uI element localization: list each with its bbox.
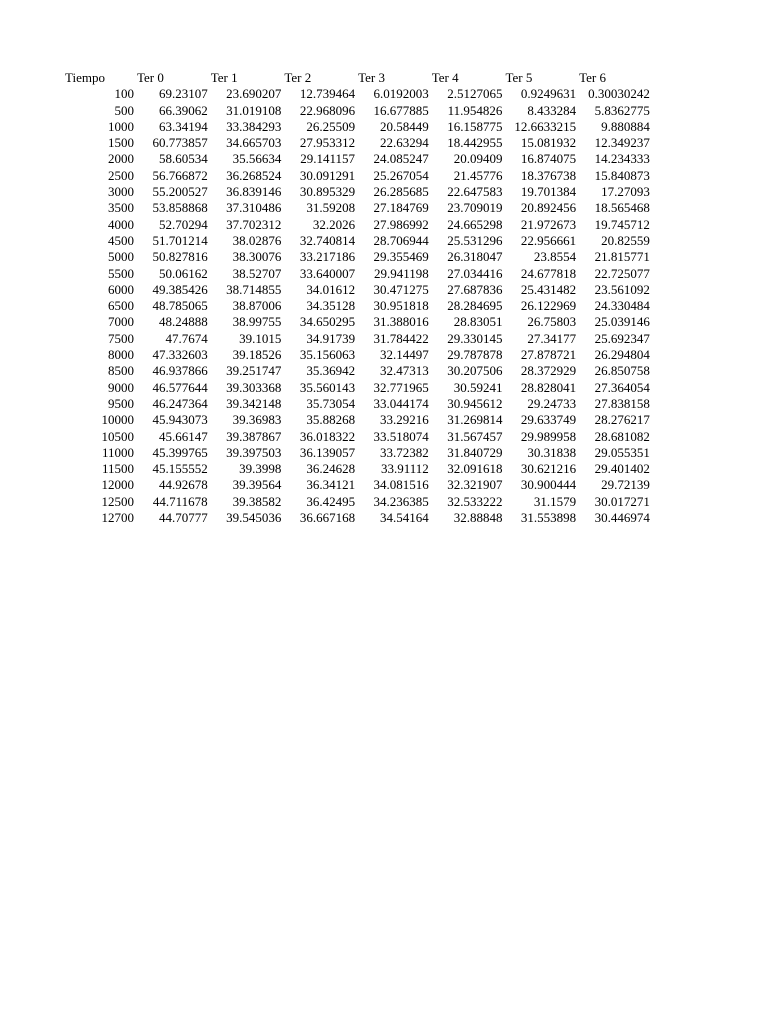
ter-3-cell: 22.63294 bbox=[380, 135, 429, 151]
ter-6-cell: 12.349237 bbox=[594, 135, 650, 151]
ter-4-cell: 16.158775 bbox=[447, 118, 503, 134]
column-header-ter-4: Ter 4 bbox=[431, 70, 459, 85]
table-row bbox=[60, 249, 653, 265]
ter-1-cell: 38.87006 bbox=[232, 298, 282, 314]
ter-5-cell: 16.874075 bbox=[520, 151, 577, 167]
ter-1-cell: 39.545036 bbox=[226, 510, 282, 526]
table-row bbox=[60, 347, 653, 363]
ter-0-cell: 45.399765 bbox=[152, 444, 208, 460]
ter-2-cell: 32.740814 bbox=[299, 232, 356, 248]
ter-6-cell: 27.364054 bbox=[594, 379, 650, 395]
ter-6-cell: 0.30030242 bbox=[588, 86, 650, 102]
tiempo-cell: 7000 bbox=[108, 314, 134, 330]
ter-0-cell: 46.577644 bbox=[152, 379, 208, 395]
ter-0-cell: 52.70294 bbox=[158, 216, 208, 232]
tiempo-cell: 4500 bbox=[108, 232, 134, 248]
ter-3-cell: 34.54164 bbox=[380, 510, 429, 526]
ter-4-cell: 30.59241 bbox=[453, 379, 503, 395]
table-row bbox=[60, 510, 653, 526]
ter-0-cell: 53.858868 bbox=[152, 200, 208, 216]
table-row bbox=[60, 461, 653, 477]
ter-0-cell: 49.385426 bbox=[152, 281, 208, 297]
ter-4-cell: 23.709019 bbox=[447, 200, 503, 216]
ter-2-cell: 26.25509 bbox=[306, 118, 356, 134]
ter-0-cell: 44.711678 bbox=[152, 493, 208, 509]
tiempo-cell: 12500 bbox=[101, 493, 134, 509]
ter-6-cell: 15.840873 bbox=[594, 167, 650, 183]
column-header-ter-5: Ter 5 bbox=[505, 70, 533, 85]
ter-1-cell: 37.310486 bbox=[226, 200, 282, 216]
ter-6-cell: 30.017271 bbox=[594, 493, 650, 509]
ter-5-cell: 25.431482 bbox=[520, 281, 577, 297]
ter-1-cell: 39.36983 bbox=[232, 412, 282, 428]
table-row bbox=[60, 282, 653, 298]
ter-3-cell: 24.085247 bbox=[373, 151, 429, 167]
ter-0-cell: 58.60534 bbox=[158, 151, 208, 167]
tiempo-cell: 5500 bbox=[108, 265, 134, 281]
ter-6-cell: 26.294804 bbox=[594, 347, 650, 363]
ter-2-cell: 36.42495 bbox=[306, 493, 356, 509]
tiempo-cell: 500 bbox=[114, 102, 134, 118]
ter-1-cell: 36.268524 bbox=[226, 167, 282, 183]
ter-5-cell: 24.677818 bbox=[520, 265, 577, 281]
ter-2-cell: 12.739464 bbox=[299, 86, 356, 102]
ter-3-cell: 27.184769 bbox=[373, 200, 429, 216]
ter-2-cell: 34.01612 bbox=[306, 281, 356, 297]
ter-3-cell: 25.267054 bbox=[373, 167, 429, 183]
ter-2-cell: 27.953312 bbox=[299, 135, 356, 151]
ter-3-cell: 29.941198 bbox=[373, 265, 429, 281]
ter-1-cell: 39.1015 bbox=[239, 330, 282, 346]
tiempo-cell: 12700 bbox=[101, 510, 134, 526]
data-table bbox=[60, 70, 653, 526]
ter-4-cell: 25.531296 bbox=[447, 232, 503, 248]
tiempo-cell: 1000 bbox=[108, 118, 134, 134]
ter-0-cell: 47.7674 bbox=[165, 330, 208, 346]
ter-4-cell: 28.83051 bbox=[453, 314, 503, 330]
column-header-ter-3: Ter 3 bbox=[358, 70, 385, 85]
table-row bbox=[60, 396, 653, 412]
ter-1-cell: 38.30076 bbox=[232, 249, 282, 265]
ter-5-cell: 27.878721 bbox=[520, 347, 577, 363]
tiempo-cell: 12000 bbox=[101, 477, 134, 493]
ter-6-cell: 9.880884 bbox=[601, 118, 650, 134]
ter-4-cell: 30.207506 bbox=[447, 363, 503, 379]
tiempo-cell: 9500 bbox=[108, 395, 134, 411]
ter-1-cell: 39.18526 bbox=[232, 347, 282, 363]
ter-4-cell: 27.687836 bbox=[447, 281, 503, 297]
ter-3-cell: 30.951818 bbox=[373, 298, 429, 314]
ter-6-cell: 17.27093 bbox=[601, 184, 650, 200]
ter-4-cell: 21.45776 bbox=[453, 167, 503, 183]
ter-5-cell: 29.989958 bbox=[520, 428, 577, 444]
ter-2-cell: 35.36942 bbox=[306, 363, 356, 379]
ter-6-cell: 27.838158 bbox=[594, 395, 650, 411]
ter-2-cell: 33.217186 bbox=[299, 249, 356, 265]
header-row bbox=[60, 70, 653, 86]
ter-4-cell: 24.665298 bbox=[447, 216, 503, 232]
ter-5-cell: 29.24733 bbox=[527, 395, 577, 411]
tiempo-cell: 3000 bbox=[108, 184, 134, 200]
ter-5-cell: 0.9249631 bbox=[520, 86, 577, 102]
column-header-ter-1: Ter 1 bbox=[210, 70, 238, 85]
ter-3-cell: 20.58449 bbox=[380, 118, 429, 134]
ter-3-cell: 33.91112 bbox=[380, 461, 429, 477]
ter-0-cell: 63.34194 bbox=[158, 118, 208, 134]
ter-2-cell: 35.88268 bbox=[306, 412, 356, 428]
tiempo-cell: 2500 bbox=[108, 167, 134, 183]
ter-1-cell: 38.52707 bbox=[232, 265, 282, 281]
ter-6-cell: 23.561092 bbox=[594, 281, 650, 297]
ter-6-cell: 19.745712 bbox=[594, 216, 650, 232]
ter-5-cell: 23.8554 bbox=[533, 249, 577, 265]
tiempo-cell: 4000 bbox=[108, 216, 134, 232]
tiempo-cell: 2000 bbox=[108, 151, 134, 167]
ter-6-cell: 25.692347 bbox=[594, 330, 650, 346]
ter-1-cell: 31.019108 bbox=[226, 102, 282, 118]
ter-3-cell: 16.677885 bbox=[373, 102, 429, 118]
ter-6-cell: 29.72139 bbox=[601, 477, 650, 493]
ter-1-cell: 39.39564 bbox=[232, 477, 282, 493]
ter-2-cell: 35.560143 bbox=[299, 379, 356, 395]
tiempo-cell: 6000 bbox=[108, 281, 134, 297]
ter-4-cell: 27.034416 bbox=[447, 265, 503, 281]
table-row bbox=[60, 429, 653, 445]
ter-2-cell: 34.35128 bbox=[306, 298, 356, 314]
table-row bbox=[60, 445, 653, 461]
ter-2-cell: 34.650295 bbox=[299, 314, 356, 330]
ter-2-cell: 36.667168 bbox=[299, 510, 356, 526]
table-body bbox=[60, 86, 653, 526]
table-row bbox=[60, 184, 653, 200]
column-header-tiempo: Tiempo bbox=[65, 70, 105, 85]
ter-3-cell: 34.236385 bbox=[373, 493, 429, 509]
ter-4-cell: 11.954826 bbox=[447, 102, 503, 118]
ter-2-cell: 36.139057 bbox=[299, 444, 356, 460]
ter-5-cell: 26.75803 bbox=[527, 314, 577, 330]
ter-5-cell: 27.34177 bbox=[527, 330, 577, 346]
ter-3-cell: 34.081516 bbox=[373, 477, 429, 493]
ter-2-cell: 30.895329 bbox=[299, 184, 356, 200]
tiempo-cell: 11500 bbox=[101, 461, 134, 477]
tiempo-cell: 7500 bbox=[108, 330, 134, 346]
ter-5-cell: 19.701384 bbox=[520, 184, 577, 200]
ter-2-cell: 36.34121 bbox=[306, 477, 356, 493]
ter-0-cell: 45.943073 bbox=[152, 412, 208, 428]
ter-0-cell: 45.66147 bbox=[158, 428, 208, 444]
ter-6-cell: 28.276217 bbox=[594, 412, 650, 428]
ter-2-cell: 33.640007 bbox=[299, 265, 356, 281]
ter-0-cell: 48.785065 bbox=[152, 298, 208, 314]
ter-2-cell: 31.59208 bbox=[306, 200, 356, 216]
ter-5-cell: 20.892456 bbox=[520, 200, 577, 216]
ter-5-cell: 30.900444 bbox=[520, 477, 577, 493]
table-row bbox=[60, 103, 653, 119]
ter-4-cell: 32.88848 bbox=[453, 510, 503, 526]
ter-0-cell: 60.773857 bbox=[152, 135, 208, 151]
ter-1-cell: 39.303368 bbox=[226, 379, 282, 395]
ter-5-cell: 28.828041 bbox=[520, 379, 577, 395]
ter-4-cell: 32.321907 bbox=[447, 477, 503, 493]
table-row bbox=[60, 151, 653, 167]
ter-5-cell: 30.31838 bbox=[527, 444, 577, 460]
tiempo-cell: 100 bbox=[114, 86, 134, 102]
ter-2-cell: 30.091291 bbox=[299, 167, 356, 183]
ter-6-cell: 28.681082 bbox=[594, 428, 650, 444]
ter-5-cell: 22.956661 bbox=[520, 232, 577, 248]
ter-1-cell: 39.387867 bbox=[226, 428, 282, 444]
ter-0-cell: 55.200527 bbox=[152, 184, 208, 200]
ter-1-cell: 37.702312 bbox=[226, 216, 282, 232]
ter-2-cell: 35.73054 bbox=[306, 395, 356, 411]
ter-6-cell: 21.815771 bbox=[594, 249, 650, 265]
ter-5-cell: 29.633749 bbox=[520, 412, 577, 428]
ter-1-cell: 33.384293 bbox=[226, 118, 282, 134]
ter-2-cell: 29.141157 bbox=[300, 151, 356, 167]
tiempo-cell: 5000 bbox=[108, 249, 134, 265]
ter-3-cell: 31.784422 bbox=[373, 330, 429, 346]
tiempo-cell: 6500 bbox=[108, 298, 134, 314]
ter-5-cell: 18.376738 bbox=[520, 167, 577, 183]
ter-2-cell: 35.156063 bbox=[299, 347, 356, 363]
ter-3-cell: 32.14497 bbox=[380, 347, 429, 363]
ter-4-cell: 32.091618 bbox=[447, 461, 503, 477]
ter-1-cell: 38.02876 bbox=[232, 232, 282, 248]
table-row bbox=[60, 494, 653, 510]
ter-1-cell: 39.38582 bbox=[232, 493, 282, 509]
table-row bbox=[60, 168, 653, 184]
ter-1-cell: 36.839146 bbox=[226, 184, 282, 200]
ter-0-cell: 51.701214 bbox=[152, 232, 208, 248]
ter-4-cell: 20.09409 bbox=[453, 151, 503, 167]
column-header-ter-0: Ter 0 bbox=[137, 70, 164, 85]
ter-5-cell: 28.372929 bbox=[520, 363, 577, 379]
table-row bbox=[60, 217, 653, 233]
ter-2-cell: 36.24628 bbox=[306, 461, 356, 477]
ter-2-cell: 22.968096 bbox=[299, 102, 356, 118]
table-row bbox=[60, 200, 653, 216]
table-row bbox=[60, 119, 653, 135]
table-row bbox=[60, 331, 653, 347]
ter-1-cell: 39.342148 bbox=[226, 395, 282, 411]
ter-0-cell: 45.155552 bbox=[152, 461, 208, 477]
ter-3-cell: 27.986992 bbox=[373, 216, 429, 232]
ter-4-cell: 2.5127065 bbox=[447, 86, 503, 102]
ter-5-cell: 26.122969 bbox=[520, 298, 577, 314]
ter-5-cell: 31.1579 bbox=[533, 493, 577, 509]
ter-1-cell: 35.56634 bbox=[232, 151, 282, 167]
ter-5-cell: 31.553898 bbox=[520, 510, 577, 526]
table-row bbox=[60, 298, 653, 314]
ter-0-cell: 50.06162 bbox=[158, 265, 208, 281]
ter-0-cell: 50.827816 bbox=[152, 249, 208, 265]
ter-6-cell: 20.82559 bbox=[601, 232, 650, 248]
tiempo-cell: 11000 bbox=[101, 444, 134, 460]
ter-3-cell: 29.355469 bbox=[373, 249, 429, 265]
table-row bbox=[60, 363, 653, 379]
ter-0-cell: 46.247364 bbox=[152, 395, 208, 411]
ter-6-cell: 22.725077 bbox=[594, 265, 650, 281]
ter-4-cell: 18.442955 bbox=[447, 135, 503, 151]
ter-3-cell: 26.285685 bbox=[373, 184, 429, 200]
ter-1-cell: 38.714855 bbox=[226, 281, 282, 297]
ter-6-cell: 29.055351 bbox=[594, 444, 650, 460]
table-row bbox=[60, 233, 653, 249]
ter-6-cell: 18.565468 bbox=[594, 200, 650, 216]
ter-0-cell: 44.70777 bbox=[158, 510, 208, 526]
table-row bbox=[60, 412, 653, 428]
ter-6-cell: 30.446974 bbox=[594, 510, 650, 526]
table-row bbox=[60, 314, 653, 330]
ter-3-cell: 32.771965 bbox=[373, 379, 429, 395]
tiempo-cell: 9000 bbox=[108, 379, 134, 395]
tiempo-cell: 8000 bbox=[108, 347, 134, 363]
ter-6-cell: 25.039146 bbox=[594, 314, 650, 330]
ter-0-cell: 44.92678 bbox=[158, 477, 208, 493]
ter-2-cell: 32.2026 bbox=[312, 216, 356, 232]
ter-2-cell: 36.018322 bbox=[299, 428, 356, 444]
ter-3-cell: 33.29216 bbox=[380, 412, 429, 428]
ter-4-cell: 26.318047 bbox=[447, 249, 503, 265]
ter-4-cell: 28.284695 bbox=[447, 298, 503, 314]
ter-6-cell: 29.401402 bbox=[594, 461, 650, 477]
ter-5-cell: 15.081932 bbox=[520, 135, 577, 151]
ter-0-cell: 47.332603 bbox=[152, 347, 208, 363]
ter-6-cell: 5.8362775 bbox=[594, 102, 650, 118]
ter-0-cell: 46.937866 bbox=[152, 363, 208, 379]
ter-3-cell: 33.72382 bbox=[380, 444, 429, 460]
table-row bbox=[60, 86, 653, 102]
ter-3-cell: 6.0192003 bbox=[373, 86, 429, 102]
ter-2-cell: 34.91739 bbox=[306, 330, 356, 346]
ter-6-cell: 24.330484 bbox=[594, 298, 650, 314]
table-row bbox=[60, 266, 653, 282]
table-row bbox=[60, 380, 653, 396]
ter-1-cell: 39.3998 bbox=[239, 461, 282, 477]
tiempo-cell: 1500 bbox=[108, 135, 134, 151]
ter-4-cell: 29.787878 bbox=[447, 347, 503, 363]
ter-3-cell: 28.706944 bbox=[373, 232, 429, 248]
ter-4-cell: 31.840729 bbox=[447, 444, 503, 460]
ter-1-cell: 23.690207 bbox=[226, 86, 282, 102]
ter-0-cell: 66.39062 bbox=[158, 102, 208, 118]
ter-4-cell: 31.567457 bbox=[447, 428, 503, 444]
ter-5-cell: 8.433284 bbox=[527, 102, 577, 118]
ter-3-cell: 30.471275 bbox=[373, 281, 429, 297]
table-row bbox=[60, 135, 653, 151]
ter-4-cell: 22.647583 bbox=[447, 184, 503, 200]
ter-4-cell: 30.945612 bbox=[447, 395, 503, 411]
ter-3-cell: 33.044174 bbox=[373, 395, 429, 411]
ter-1-cell: 38.99755 bbox=[232, 314, 282, 330]
ter-5-cell: 12.6633215 bbox=[514, 118, 577, 134]
ter-0-cell: 69.23107 bbox=[158, 86, 208, 102]
ter-1-cell: 34.665703 bbox=[226, 135, 282, 151]
ter-4-cell: 31.269814 bbox=[447, 412, 503, 428]
column-header-ter-2: Ter 2 bbox=[284, 70, 312, 85]
ter-6-cell: 14.234333 bbox=[594, 151, 650, 167]
ter-0-cell: 56.766872 bbox=[152, 167, 208, 183]
table-row bbox=[60, 477, 653, 493]
ter-1-cell: 39.251747 bbox=[226, 363, 282, 379]
ter-3-cell: 32.47313 bbox=[380, 363, 429, 379]
tiempo-cell: 8500 bbox=[108, 363, 134, 379]
ter-5-cell: 21.972673 bbox=[520, 216, 577, 232]
tiempo-cell: 3500 bbox=[108, 200, 134, 216]
ter-0-cell: 48.24888 bbox=[158, 314, 208, 330]
ter-4-cell: 32.533222 bbox=[447, 493, 503, 509]
ter-1-cell: 39.397503 bbox=[226, 444, 282, 460]
ter-4-cell: 29.330145 bbox=[447, 330, 503, 346]
ter-6-cell: 26.850758 bbox=[594, 363, 650, 379]
tiempo-cell: 10000 bbox=[101, 412, 134, 428]
ter-5-cell: 30.621216 bbox=[520, 461, 577, 477]
ter-3-cell: 33.518074 bbox=[373, 428, 429, 444]
column-header-ter-6: Ter 6 bbox=[579, 70, 607, 85]
ter-3-cell: 31.388016 bbox=[373, 314, 429, 330]
tiempo-cell: 10500 bbox=[101, 428, 134, 444]
